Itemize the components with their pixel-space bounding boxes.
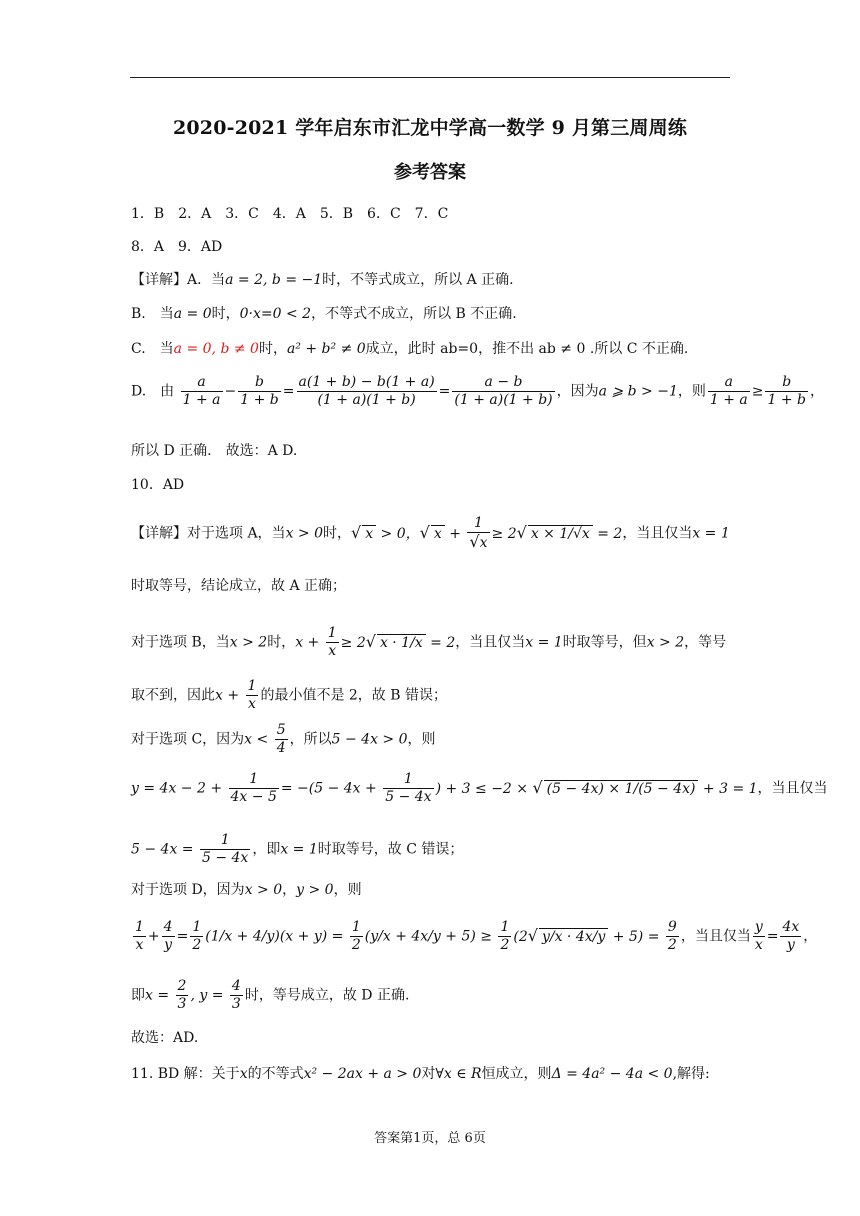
- q10-option-d: [131, 879, 362, 899]
- text: ,解得:: [672, 1066, 710, 1082]
- fraction: $\frac{a}{1 + a}$: [182, 374, 221, 408]
- q9-option-b: [131, 303, 517, 323]
- math: ∀x ∈ R: [435, 1066, 482, 1082]
- math: ≥ 2√ x · 1/x = 2: [340, 631, 456, 651]
- fraction: $\frac{1}{x}$: [135, 919, 144, 953]
- math: x > 0: [244, 882, 283, 898]
- text: 时，: [323, 525, 351, 542]
- fraction: $\frac{a}{1 + a}$: [709, 374, 748, 408]
- fraction: $\frac{4x}{y}$: [782, 919, 800, 953]
- text: 对于选项 B，当: [131, 634, 230, 651]
- fraction: $\frac{1}{x}$: [247, 678, 257, 712]
- text: 对于选项 D，因为: [131, 882, 245, 898]
- math: y > 0: [296, 882, 334, 898]
- text: 时，: [211, 306, 240, 322]
- text: ，因为: [556, 383, 599, 400]
- text: 对: [421, 1066, 436, 1082]
- q10-answer: 故选：AD.: [131, 1030, 199, 1046]
- text: ，: [282, 882, 297, 898]
- q11-line: [131, 1063, 710, 1083]
- text: ，则: [333, 882, 362, 898]
- text: 时取等号，但: [562, 634, 647, 651]
- math: x +: [295, 634, 324, 651]
- text: C. 当: [131, 341, 174, 357]
- q10-option-c-line2: [131, 771, 828, 806]
- math: x: [239, 1066, 248, 1082]
- q10-option-a: [131, 515, 730, 552]
- text: 时，不等式成立，所以 A 正确.: [322, 272, 514, 288]
- text: ，当且仅当: [757, 780, 828, 797]
- fraction: $\frac{a(1 + b) - b(1 + a)}{(1 + a)(1 + b)}$: [298, 374, 435, 408]
- text: B. 当: [131, 306, 174, 322]
- q10-option-b: [131, 625, 726, 660]
- header-rule: [130, 77, 730, 78]
- q10-option-c-line3: [131, 832, 463, 867]
- math: Δ = 4a² − 4a < 0: [551, 1066, 673, 1082]
- fraction: $\frac{a - b}{(1 + a)(1 + b)}$: [454, 374, 553, 408]
- fraction: $\frac{1}{5 - 4x}$: [385, 771, 432, 805]
- q10-option-a-line2: 时取等号，结论成立，故 A 正确；: [131, 578, 347, 594]
- math: 5 − 4x > 0: [331, 731, 408, 748]
- math: x > 2: [229, 634, 268, 651]
- page-subtitle: 参考答案: [394, 162, 466, 183]
- text: ，当且仅当: [680, 928, 751, 945]
- text: ，: [809, 383, 824, 400]
- math: 0·x=0 < 2: [239, 306, 312, 322]
- math: ) + 3 ≤ −2 × √ (5 − 4x) × 1/(5 − 4x) + 3 = 1: [435, 777, 758, 797]
- q10-option-b-line2: [131, 678, 447, 713]
- text: ，: [803, 928, 818, 945]
- fraction: $\frac{4}{y}$: [163, 919, 173, 953]
- math: x² − 2ax + a > 0: [303, 1066, 422, 1082]
- highlighted-condition: a = 0, b ≠ 0: [173, 341, 259, 357]
- fraction: $\frac{1}{2}$: [351, 919, 361, 953]
- math: x =: [145, 987, 174, 1004]
- fraction: $\frac{1}{2}$: [500, 919, 510, 953]
- text: ，则: [407, 731, 436, 748]
- fraction: $\frac{9}{2}$: [667, 919, 677, 953]
- math: = −(5 − 4x +: [280, 780, 382, 797]
- text: 【详解】A．当: [131, 272, 226, 288]
- fraction: $\frac{1}{2}$: [192, 919, 202, 953]
- math: a = 2, b = −1: [225, 272, 323, 288]
- fraction: $\frac{5}{4}$: [276, 722, 286, 756]
- text: 时，: [267, 634, 296, 651]
- fraction: $\frac{4}{3}$: [231, 978, 241, 1012]
- math: 5 − 4x =: [131, 841, 198, 858]
- math: a² + b² ≠ 0: [286, 341, 366, 357]
- math: (2√ y/x · 4x/y + 5) =: [513, 925, 664, 945]
- text: 11. BD 解：关于: [131, 1066, 240, 1082]
- answers-row-1: 1．B 2．A 3．C 4．A 5．B 6．C 7．C: [131, 206, 449, 222]
- q10-header: 10．AD: [131, 477, 185, 493]
- fraction: $\frac{b}{1 + b}$: [240, 374, 279, 408]
- fraction: $\frac{1}{x}$: [327, 625, 337, 659]
- fraction: $\frac{1}{5 - 4x}$: [201, 832, 249, 866]
- math: x +: [215, 687, 244, 704]
- q10-option-d-line2: $\frac{1}{x}$ + $\frac{4}{y}$ = $\frac{1}{2}$ (1/x + 4/y)(x + y) = $\frac{1}{2}$ (y/x + 4x/y + 5) ≥ $\frac{1}{2}$ (2√ y/x · 4x/y + 5) = $\frac{9}{2}$ ，当且仅当 $\frac{y}{x}$ = $\frac{4x}{y}$ ，: [135, 919, 818, 953]
- text: 的最小值不是 2，故 B 错误；: [260, 687, 447, 704]
- math: x = 1: [692, 525, 730, 542]
- fraction: $\frac{1}{4x - 5}$: [230, 771, 277, 805]
- fraction: $\frac{b}{1 + b}$: [767, 374, 806, 408]
- math: x <: [244, 731, 273, 748]
- math: a = 0: [173, 306, 212, 322]
- math: x > 2: [646, 634, 685, 651]
- text: 的不等式: [247, 1066, 304, 1082]
- text: 恒成立，则: [481, 1066, 552, 1082]
- math: y = 4x − 2 +: [131, 780, 227, 797]
- text: 【详解】对于选项 A，当: [131, 525, 286, 542]
- text: ，当且仅当: [622, 525, 693, 542]
- text: 时，等号成立，故 D 正确.: [244, 987, 410, 1004]
- text: ，不等式不成立，所以 B 不正确.: [311, 306, 517, 322]
- math: x = 1: [280, 841, 318, 858]
- text: D. 由: [131, 383, 175, 400]
- q9-conclusion: 所以 D 正确. 故选：A D.: [131, 443, 298, 459]
- text: ，则: [677, 383, 706, 400]
- page-title: 2020-2021 学年启东市汇龙中学高一数学 9 月第三周周练: [172, 117, 688, 139]
- q9-option-c: [131, 338, 688, 358]
- text: 时取等号，故 C 错误；: [317, 841, 464, 858]
- text: ，等号: [684, 634, 727, 651]
- fraction: $\frac{2}{3}$: [177, 978, 187, 1012]
- math: x = 1: [525, 634, 563, 651]
- math: √ x > 0，√ x +: [351, 522, 466, 542]
- math: (1/x + 4/y)(x + y) =: [205, 928, 348, 945]
- math: ≥ 2√ x × 1/√x = 2: [491, 522, 623, 542]
- q9-option-d: D. 由 $\frac{a}{1 + a}$ − $\frac{b}{1 + b}$ = $\frac{a(1 + b) - b(1 + a)}{(1 + a)(1 + b)}$ = $\frac{a - b}{(1 + a)(1 + b)}$ ，因为a ⩾ b > −1，则 $\frac{a}{1 + a}$ ≥ $\frac{b}{1 + b}$ ，: [131, 374, 824, 408]
- q9-option-a: [131, 269, 514, 289]
- text: 取不到，因此: [131, 687, 215, 704]
- answers-row-2: 8．A 9．AD: [131, 239, 223, 255]
- math: (y/x + 4x/y + 5) ≥: [364, 928, 497, 945]
- text: ，即: [252, 841, 281, 858]
- text: ，当且仅当: [455, 634, 526, 651]
- math: a ⩾ b > −1: [598, 383, 678, 400]
- fraction: $\frac{1}{√x}$: [469, 515, 488, 551]
- q10-option-c: [131, 722, 436, 757]
- text: 成立，此时 ab=0，推不出 ab ≠ 0 .所以 C 不正确.: [365, 341, 689, 357]
- text: 对于选项 C，因为: [131, 731, 245, 748]
- text: 即: [131, 987, 145, 1004]
- page-footer: 答案第1页，总 6页: [374, 1131, 486, 1146]
- math: x > 0: [285, 525, 323, 542]
- q10-option-d-line3: [131, 978, 409, 1013]
- math: , y =: [190, 987, 228, 1004]
- fraction: $\frac{y}{x}$: [754, 919, 763, 953]
- text: ，所以: [289, 731, 332, 748]
- text: 时，: [258, 341, 287, 357]
